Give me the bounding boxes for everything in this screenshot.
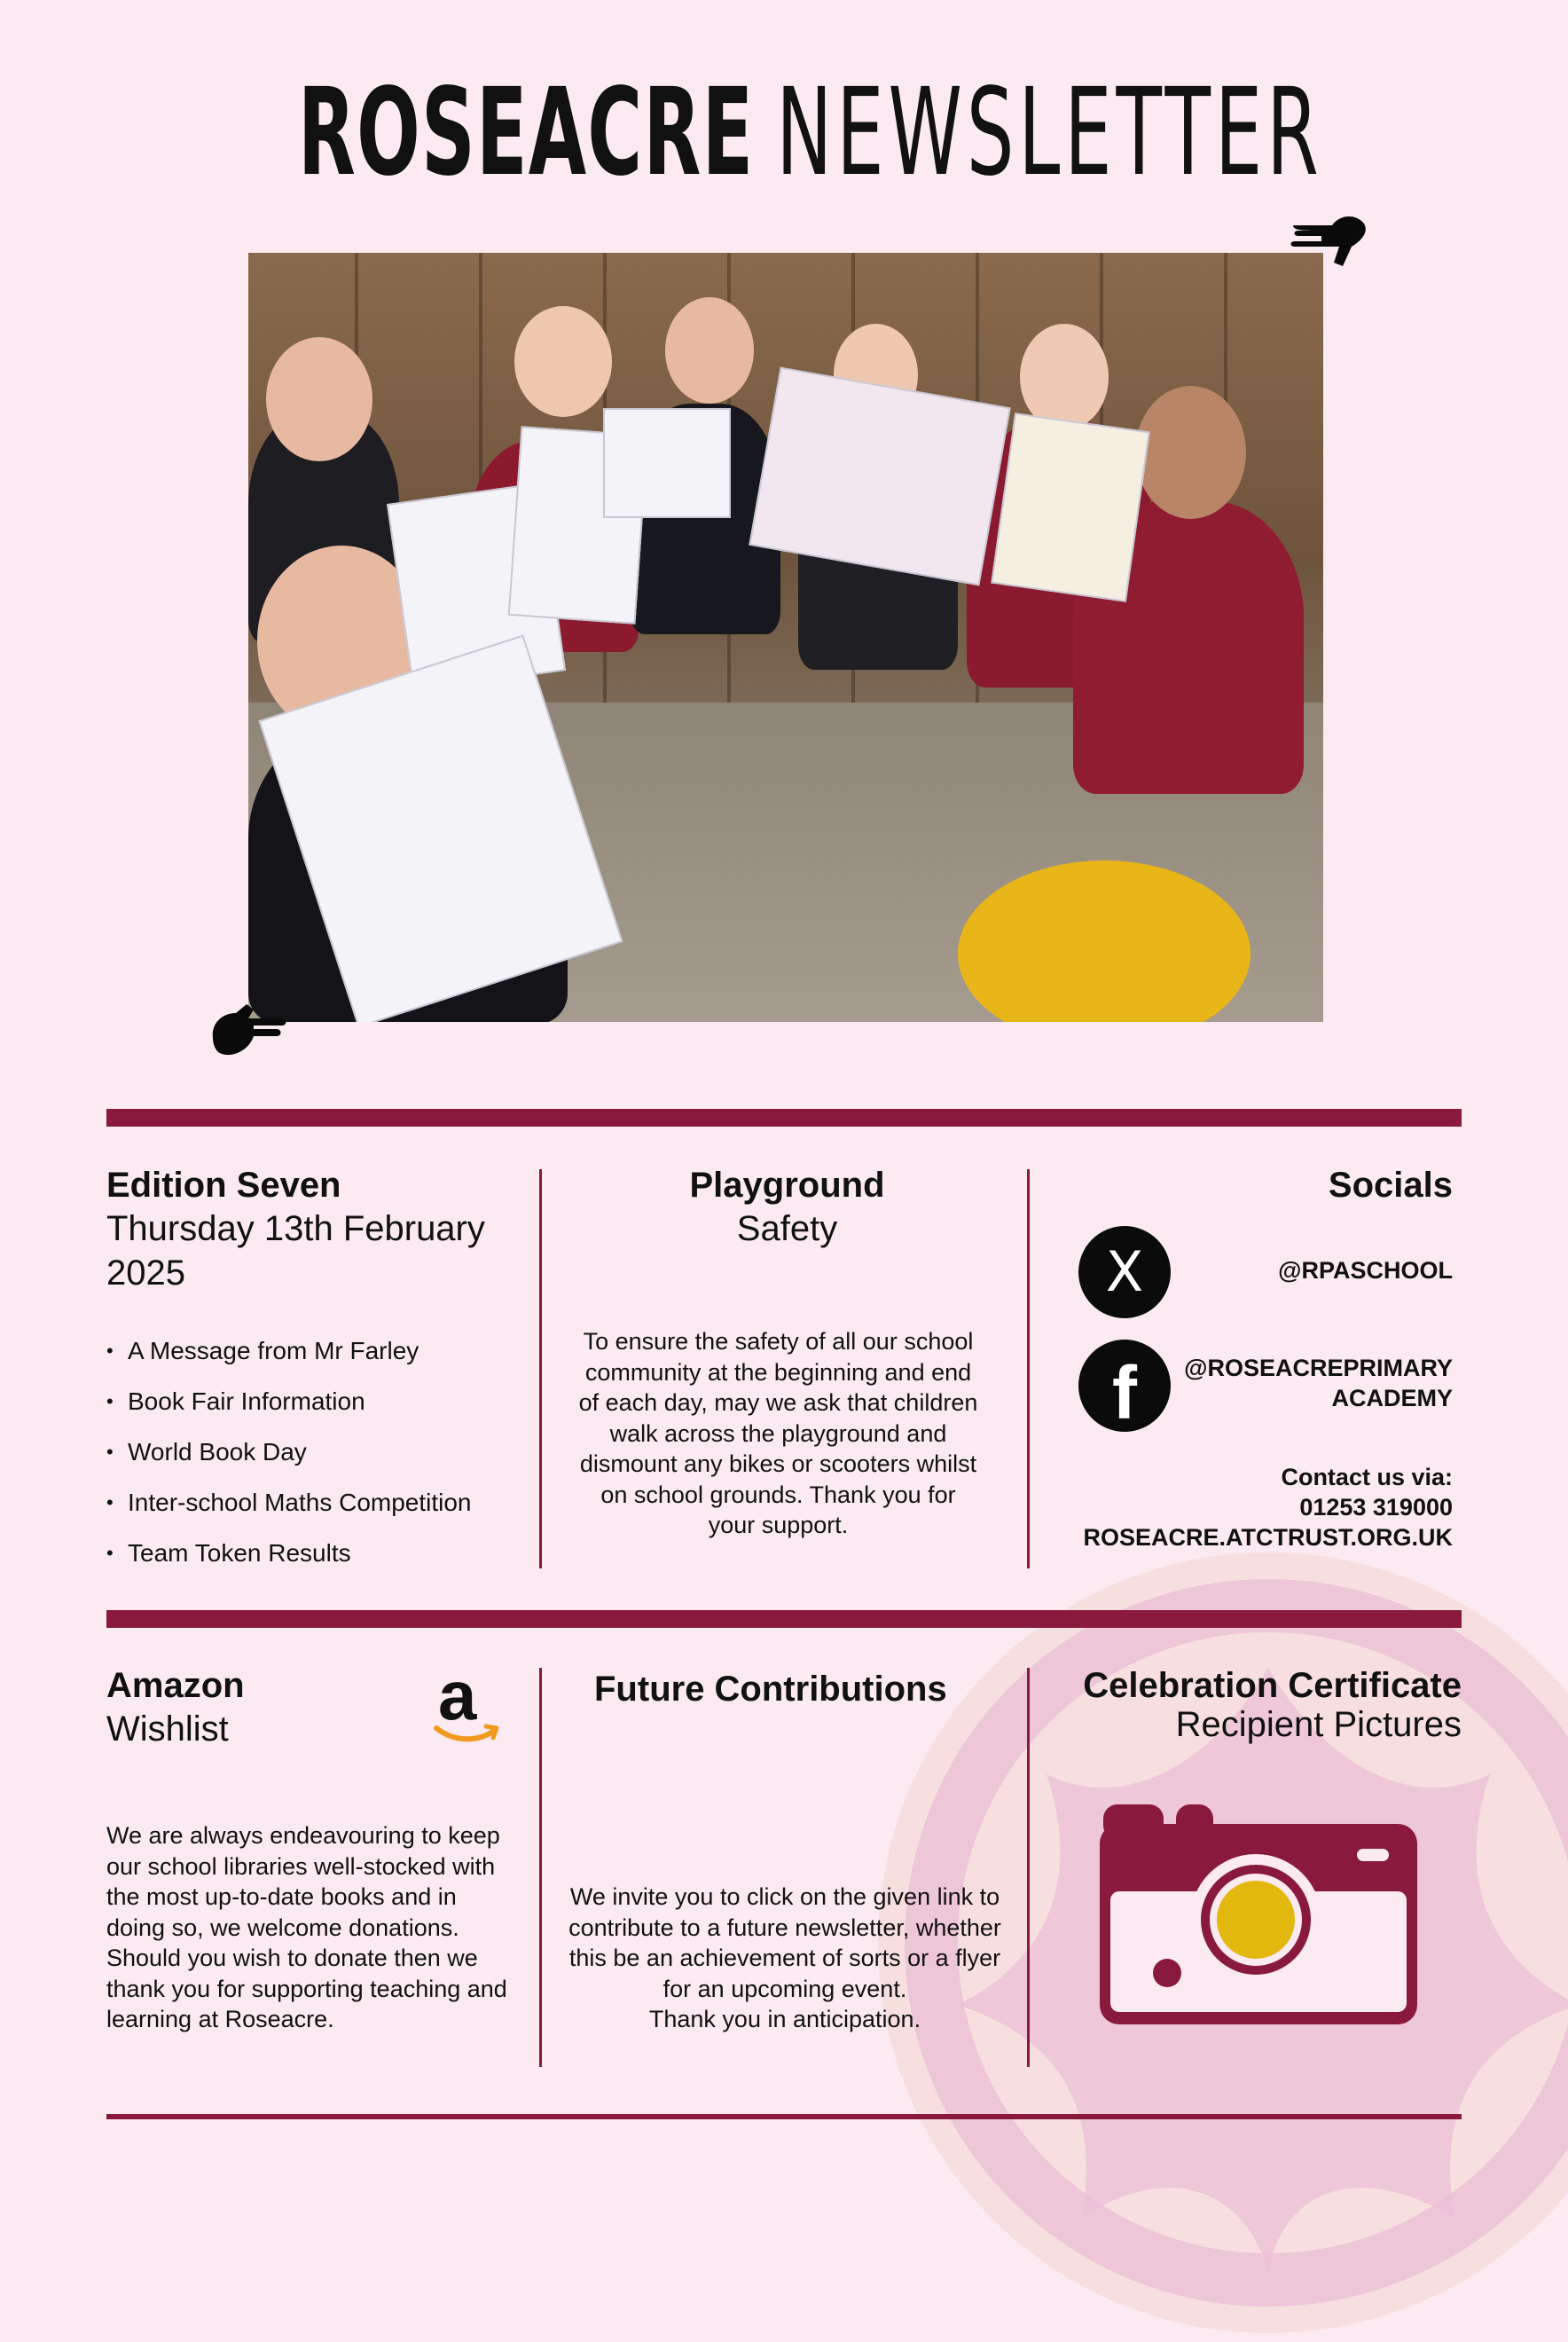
certificate-title: Celebration Certificate [1083, 1666, 1462, 1705]
pointing-hand-icon [1286, 211, 1368, 270]
contents-item[interactable]: • A Message from Mr Farley [106, 1325, 472, 1376]
x-logo-glyph: X [1105, 1239, 1144, 1304]
edition-heading [106, 1164, 532, 1295]
facebook-logo-icon[interactable] [1078, 1340, 1171, 1432]
contents-list [106, 1325, 472, 1578]
safety-heading [541, 1164, 1033, 1251]
facebook-logo-glyph: f [1112, 1351, 1137, 1434]
edition-date: Thursday 13th February 2025 [106, 1209, 485, 1293]
amazon-logo-glyph: a [438, 1656, 477, 1734]
future-text-line: Thank you in anticipation. [648, 2006, 921, 2032]
amazon-subtitle: Wishlist [106, 1709, 229, 1749]
divider-rule-top [106, 1109, 1462, 1127]
contact-label: Contact us via: [1281, 1464, 1453, 1490]
column-divider [1027, 1668, 1030, 2067]
pointing-hand-icon [208, 1002, 287, 1061]
contents-item[interactable]: • Inter-school Maths Competition [106, 1477, 472, 1528]
amazon-title: Amazon [106, 1666, 245, 1705]
safety-subtitle: Safety [736, 1209, 838, 1248]
facebook-handle-line: ACADEMY [1331, 1385, 1453, 1411]
contents-item[interactable]: • World Book Day [106, 1426, 472, 1477]
facebook-handle[interactable] [1184, 1353, 1453, 1413]
x-handle[interactable]: @RPASCHOOL [1278, 1257, 1453, 1284]
divider-rule-bottom [106, 2114, 1462, 2119]
certificate-subtitle: Recipient Pictures [1175, 1705, 1462, 1744]
contact-website[interactable]: ROSEACRE.ATCTRUST.ORG.UK [1083, 1524, 1453, 1551]
masthead-title-bold: ROSEACRE [297, 63, 755, 203]
future-text-line: We invite you to click on the given link to contribute to a future newsletter, whether this be an achievement of sorts or a flyer for an upcoming event. [568, 1883, 1001, 2002]
facebook-handle-line: @ROSEACREPRIMARY [1184, 1355, 1453, 1381]
newsletter-masthead [297, 62, 1323, 204]
masthead-title-light: NEWSLETTER [776, 63, 1323, 203]
contact-details [956, 1462, 1453, 1552]
contents-item[interactable]: • Book Fair Information [106, 1376, 472, 1426]
future-title: Future Contributions [594, 1670, 947, 1709]
amazon-logo-icon[interactable] [433, 1656, 500, 1748]
socials-heading [1153, 1164, 1453, 1206]
amazon-text: We are always endeavouring to keep our school libraries well-stocked with the most up-to-date books and in doing so, we welcome donations. Should you wish to donate then we thank you for supporting teaching and learning at Roseacre. [106, 1822, 507, 2032]
divider-rule-middle [106, 1610, 1462, 1628]
column-divider [539, 1668, 542, 2067]
edition-name: Edition Seven [106, 1166, 341, 1205]
contact-phone[interactable]: 01253 319000 [1299, 1494, 1453, 1521]
safety-title: Playground [689, 1166, 885, 1205]
contents-item[interactable]: • Team Token Results [106, 1528, 472, 1578]
safety-text: To ensure the safety of all our school community at the beginning and end of each day, may we ask that children walk across the playground and dismount any bikes or scooters whilst on school grounds. Thank you for your support. [578, 1328, 978, 1538]
x-logo-icon[interactable] [1078, 1226, 1171, 1318]
future-heading [594, 1668, 967, 1710]
pupils-reading-photo [248, 253, 1323, 1022]
certificate-heading [1047, 1664, 1462, 1742]
amazon-heading [106, 1664, 372, 1751]
future-text [568, 1882, 1002, 2035]
camera-icon[interactable] [1098, 1803, 1419, 2026]
socials-title: Socials [1328, 1166, 1453, 1205]
